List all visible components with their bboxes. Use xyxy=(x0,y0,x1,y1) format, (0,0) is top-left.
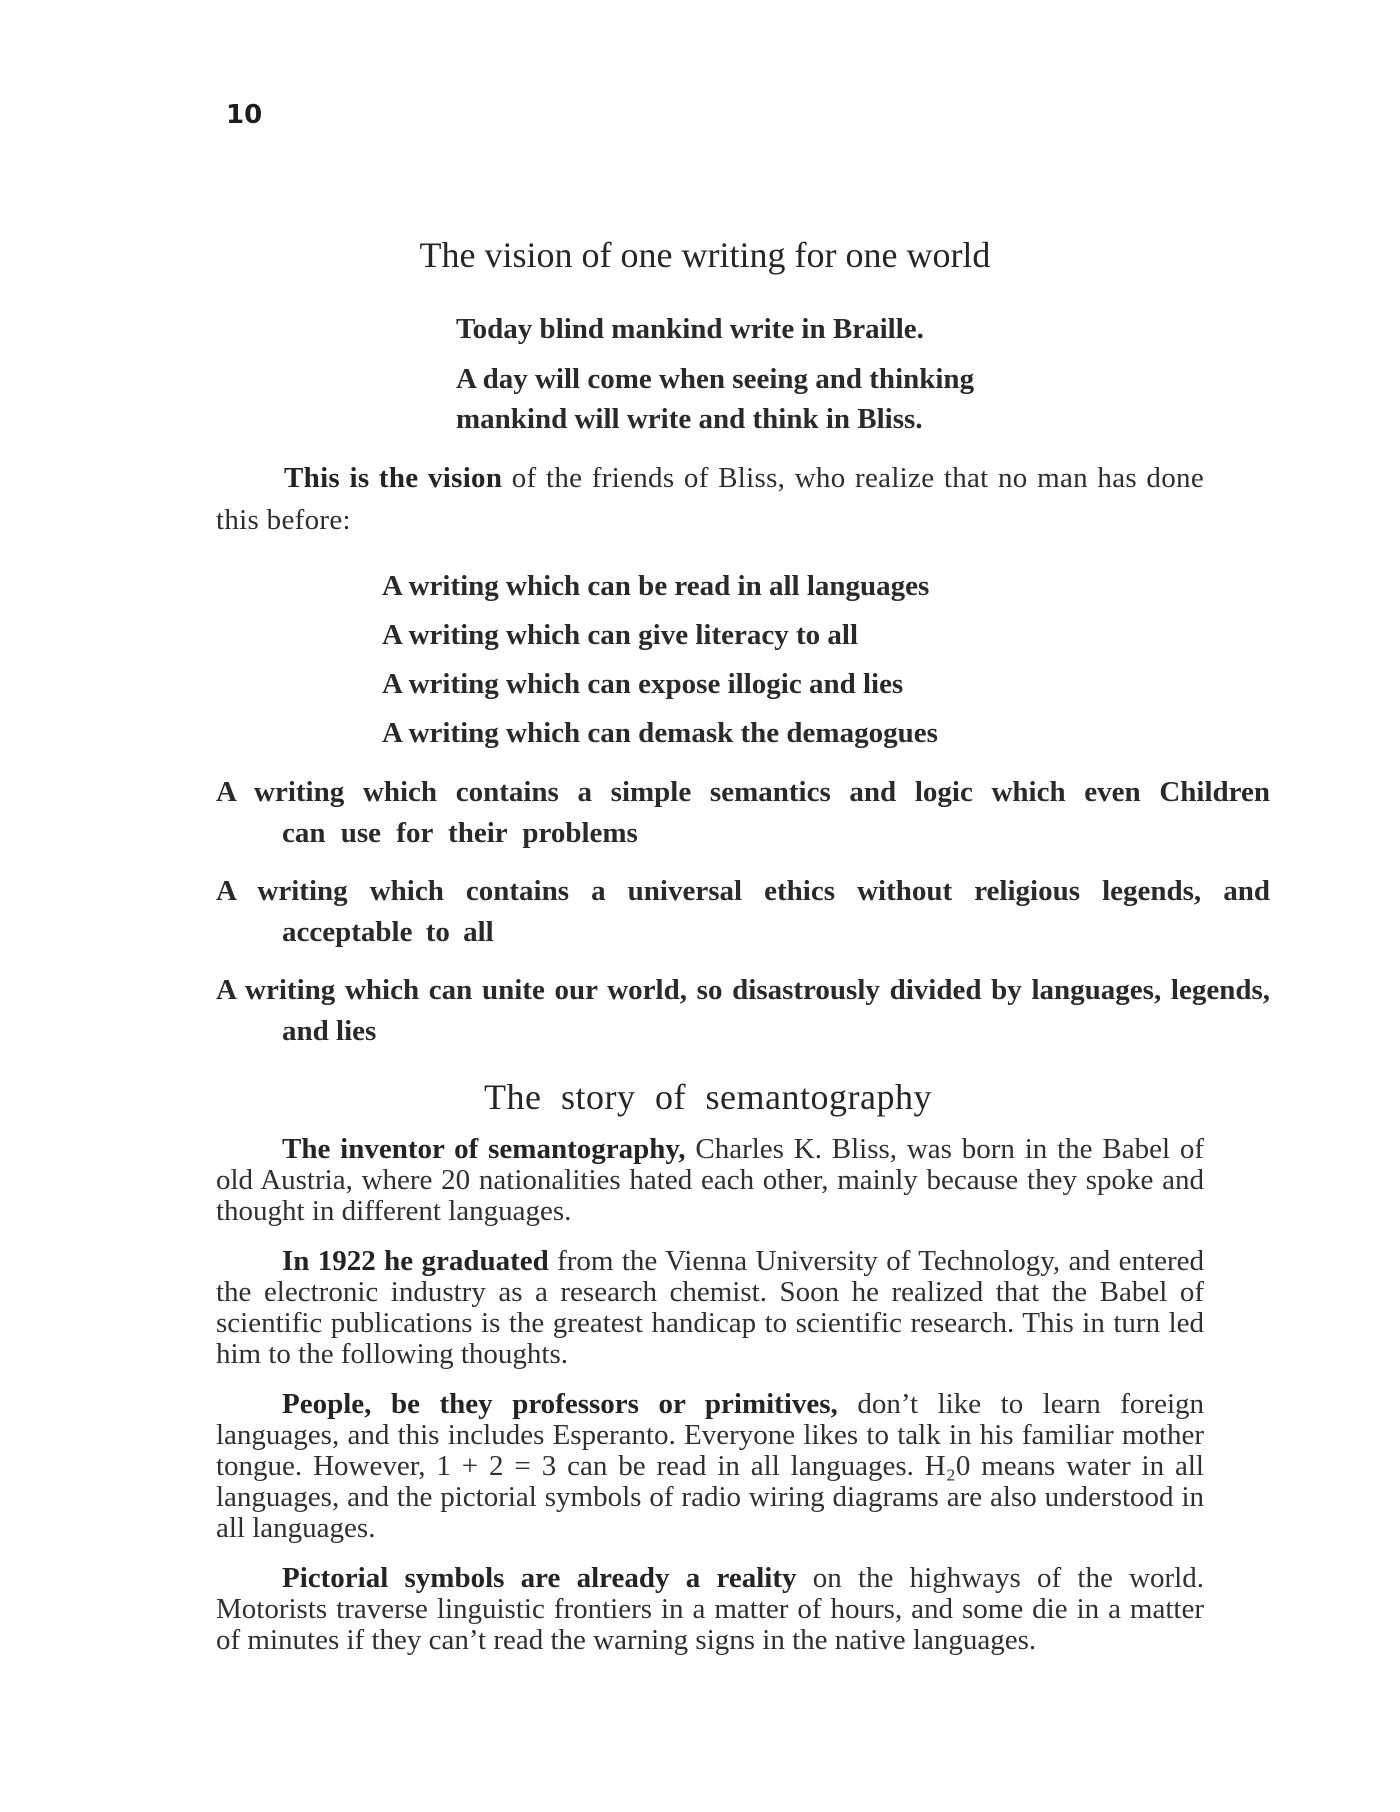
vision-hanging-item: A writing which can unite our world, so disastrously divided by languages, legends, and lies xyxy=(216,974,1270,1047)
vision-list-item: A writing which can be read in all languages xyxy=(382,570,930,602)
intro-lead: This is the vision xyxy=(284,462,503,494)
vision-list-item: A writing which can demask the demagogues xyxy=(382,717,938,749)
paragraph-lead: People, be they professors or primitives, xyxy=(282,1388,838,1420)
story-paragraph xyxy=(216,1246,1204,1370)
section-title-vision: The vision of one writing for one world xyxy=(419,235,991,275)
vision-list-item: A writing which can give literacy to all xyxy=(382,619,859,651)
story-paragraph xyxy=(216,1389,1204,1544)
page-number: 10 xyxy=(226,100,263,130)
motto-line-bliss: A day will come when seeing and thinking mankind will write and think in Bliss. xyxy=(456,363,975,435)
vision-hanging-item: A writing which contains a simple semantics and logic which even Children can use for their problems xyxy=(216,776,1270,849)
intro-text: of the friends of Bliss, who realize that no man has done this before: xyxy=(216,462,1204,536)
intro-paragraph xyxy=(216,457,1204,541)
section-title-story: The story of semantography xyxy=(484,1077,932,1117)
story-paragraph xyxy=(216,1563,1204,1656)
motto-line-braille: Today blind mankind write in Braille. xyxy=(456,313,924,345)
story-paragraph xyxy=(216,1134,1204,1227)
vision-hanging-item: A writing which contains a universal ethics without religious legends, and acceptable to all xyxy=(216,875,1270,948)
paragraph-lead: Pictorial symbols are already a reality xyxy=(282,1562,797,1594)
paragraph-lead: In 1922 he graduated xyxy=(282,1245,549,1277)
vision-list-item: A writing which can expose illogic and lies xyxy=(382,668,904,700)
paragraph-text: Charles K. Bliss, was born in the Babel of old Austria, where 20 nationalities hated each other, mainly because they spoke and thought in different languages. xyxy=(216,1133,1204,1227)
paragraph-text: don’t like to learn foreign languages, and this includes Esperanto. Everyone likes to talk in his familiar mother tongue. However, 1 + 2 = 3 can be read in all languages. H₂0 means water in all languages, and the pictorial symbols of radio wiring diagrams are also understood in all languages. xyxy=(216,1388,1204,1544)
paragraph-text: on the highways of the world. Motorists traverse linguistic frontiers in a matter of hours, and some die in a matter of minutes if they can’t read the warning signs in the native languages. xyxy=(216,1562,1204,1656)
paragraph-text: from the Vienna University of Technology, and entered the electronic industry as a research chemist. Soon he realized that the Babel of scientific publications is the greatest handicap to scientific research. This in turn led him to the following thoughts. xyxy=(216,1245,1204,1370)
paragraph-lead: The inventor of semantography, xyxy=(282,1133,686,1165)
